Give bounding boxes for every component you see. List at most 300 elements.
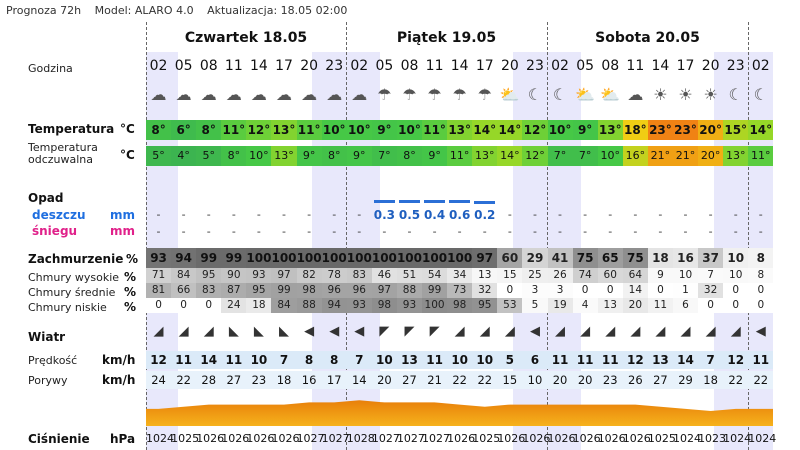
snow-cell: - (256, 225, 261, 238)
speed-label: Prędkość (28, 354, 78, 367)
cloud-total-cell: 100 (271, 248, 296, 268)
cloud-high-cell: 46 (372, 268, 397, 283)
cloud-high-cell: 60 (598, 268, 623, 283)
snow-cell: - (733, 225, 738, 238)
wind-arrow-icon: ◢ (605, 324, 616, 339)
cloud-total-cell: 75 (573, 248, 598, 268)
cloud-mid-cell: 66 (171, 283, 196, 298)
cloud-total-cell: 100 (297, 248, 322, 268)
pressure-label: Ciśnienie (28, 432, 90, 446)
wind-arrow-icon: ◢ (580, 324, 591, 339)
cloud-mid-cell: 98 (297, 283, 322, 298)
hour-cell: 17 (676, 58, 695, 74)
snow-cell: - (658, 225, 663, 238)
cloud-mid-cell: 99 (271, 283, 296, 298)
snow-cell: - (583, 225, 588, 238)
partly-sunny-icon: ⛅ (600, 85, 621, 104)
rain-unit: mm (110, 208, 136, 222)
snow-cell: - (332, 225, 337, 238)
wind-arrow-icon: ◀ (529, 324, 540, 339)
cloud-high-cell: 83 (347, 268, 372, 283)
cloud-total-cell: 100 (347, 248, 372, 268)
hour-cell: 14 (250, 58, 268, 74)
hours-row (146, 56, 773, 76)
hour-cell: 05 (375, 58, 394, 74)
pressure-chart (146, 396, 773, 426)
gust-cell: 20 (548, 371, 573, 389)
rain-cell: - (231, 208, 236, 221)
wind-arrow-icon: ◢ (178, 324, 189, 339)
snow-cell: - (231, 225, 236, 238)
wind-speed-cell: 5 (497, 351, 522, 369)
wind-speed-cell: 7 (271, 351, 296, 369)
hour-cell: 11 (224, 58, 243, 74)
snow-cell: - (558, 225, 563, 238)
cloud-total-cell: 41 (548, 248, 573, 268)
cloud-low-cell: 88 (297, 298, 322, 313)
wind-speed-cell: 14 (673, 351, 698, 369)
rain-bar (449, 200, 470, 203)
rain-cell: - (256, 208, 261, 221)
feels-like-cell: 9° (422, 146, 447, 166)
snow-cell: - (307, 225, 312, 238)
pressure-unit: hPa (110, 432, 136, 446)
hour-cell: 11 (626, 58, 645, 74)
hour-cell: 08 (601, 58, 620, 74)
gust-cell: 16 (297, 371, 322, 389)
cloud-total-cell: 100 (447, 248, 472, 268)
moon-cloud-icon: ☾ (552, 85, 568, 104)
moon-cloud-icon: ☾ (527, 85, 543, 104)
snow-cell: - (758, 225, 763, 238)
cloud-high-cell: 74 (573, 268, 598, 283)
snow-cell: - (457, 225, 462, 238)
rain-cell: - (357, 208, 362, 221)
snow-cell: - (432, 225, 437, 238)
cloud-mid-cell: 81 (146, 283, 171, 298)
temperature-cell: 12° (522, 120, 547, 140)
wind-arrow-icon: ◤ (429, 324, 440, 339)
wind-speed-cell: 6 (522, 351, 547, 369)
model-name: Model: ALARO 4.0 (94, 4, 194, 17)
pressure-cell: 1024 (146, 432, 174, 445)
snow-cell: - (156, 225, 161, 238)
feels-like-cell: 13° (472, 146, 497, 166)
cloud-high-cell: 25 (522, 268, 547, 283)
cloud-total-cell: 10 (723, 248, 748, 268)
wind-arrow-icon: ◣ (253, 324, 264, 339)
hour-cell: 20 (500, 58, 519, 74)
gust-cell: 23 (246, 371, 271, 389)
clouds-low-label: Chmury niskie (28, 301, 107, 314)
gust-cell: 28 (196, 371, 221, 389)
gust-cell: 20 (372, 371, 397, 389)
weather-icons-row (146, 84, 773, 104)
wind-arrow-icon: ◢ (479, 324, 490, 339)
pressure-cell: 1025 (647, 432, 676, 445)
rain-cell: - (156, 208, 161, 221)
wind-speed-cell: 11 (748, 351, 773, 369)
cloud-low-cell: 0 (196, 298, 221, 313)
feels-like-unit: °C (120, 148, 135, 162)
rain-bar (374, 200, 395, 203)
forecast-range: Prognoza 72h (6, 4, 82, 17)
temperature-cell: 14° (748, 120, 773, 140)
pressure-cell: 1025 (472, 432, 501, 445)
cloud-low-cell: 0 (748, 298, 773, 313)
wind-arrow-icon: ◢ (555, 324, 566, 339)
temperature-cell: 13° (598, 120, 623, 140)
cloud-total-cell: 16 (673, 248, 698, 268)
hour-cell: 17 (475, 58, 494, 74)
sun-cloud-icon: ☀ (653, 85, 668, 104)
cloudy-icon: ☁ (301, 85, 318, 104)
cloud-high-cell: 90 (221, 268, 246, 283)
cloud-high-cell: 84 (171, 268, 196, 283)
cloud-high-cell: 34 (447, 268, 472, 283)
rain-cloud-icon: ☂ (477, 85, 492, 104)
rain-cloud-icon: ☂ (427, 85, 442, 104)
snow-cell: - (181, 225, 186, 238)
day-header-friday: Piątek 19.05 (396, 30, 497, 46)
wind-arrow-icon: ◢ (153, 324, 164, 339)
gust-cell: 26 (623, 371, 648, 389)
pressure-cell: 1025 (171, 432, 200, 445)
gust-cell: 23 (598, 371, 623, 389)
wind-arrow-icon: ◢ (504, 324, 515, 339)
rain-cell: - (532, 208, 537, 221)
feels-like-cell: 8° (397, 146, 422, 166)
cloud-low-cell: 98 (447, 298, 472, 313)
wind-speed-cell: 13 (397, 351, 422, 369)
cloud-mid-cell: 0 (648, 283, 673, 298)
pressure-cell: 1026 (221, 432, 250, 445)
snow-row (146, 222, 773, 242)
pressure-cell: 1027 (422, 432, 451, 445)
temperature-cell: 13° (271, 120, 296, 140)
gust-cell: 21 (422, 371, 447, 389)
cloud-total-cell: 60 (497, 248, 522, 268)
feels-like-cell: 10° (246, 146, 271, 166)
wind-speed-cell: 11 (171, 351, 196, 369)
cloud-mid-cell: 99 (422, 283, 447, 298)
day-header-saturday: Sobota 20.05 (595, 30, 700, 46)
wind-speed-cell: 13 (648, 351, 673, 369)
cloud-total-cell: 29 (522, 248, 547, 268)
clouds-mid-label: Chmury średnie (28, 286, 116, 299)
cloud-total-cell: 75 (623, 248, 648, 268)
wind-speed-cell: 12 (146, 351, 171, 369)
hour-cell: 23 (526, 58, 544, 74)
cloud-low-cell: 98 (372, 298, 397, 313)
snow-cell: - (683, 225, 688, 238)
feels-like-cell: 13° (723, 146, 748, 166)
rain-cell: 0.5 (398, 208, 421, 222)
hour-cell: 17 (275, 58, 293, 74)
rain-cell: - (633, 208, 638, 221)
cloud-high-cell: 26 (548, 268, 573, 283)
cloud-high-cell: 95 (196, 268, 221, 283)
wind-arrow-icon: ◢ (630, 324, 641, 339)
temperature-cell: 20° (698, 120, 723, 140)
snow-cell: - (633, 225, 638, 238)
clouds-high-row (146, 268, 773, 283)
pressure-cell: 1028 (346, 432, 375, 445)
cloud-low-cell: 0 (698, 298, 723, 313)
rain-bar (399, 200, 420, 203)
cloud-mid-cell: 0 (748, 283, 773, 298)
temperature-cell: 8° (196, 120, 221, 140)
cloud-mid-cell: 0 (573, 283, 598, 298)
pressure-cell: 1024 (723, 432, 752, 445)
feels-like-cell: 5° (196, 146, 221, 166)
cloud-high-cell: 78 (322, 268, 347, 283)
sun-cloud-icon: ☀ (678, 85, 693, 104)
hour-cell: 11 (425, 58, 444, 74)
wind-speed-cell: 7 (698, 351, 723, 369)
rain-bar (474, 201, 495, 204)
cloud-low-cell: 0 (146, 298, 171, 313)
gust-cell: 14 (347, 371, 372, 389)
cloud-low-cell: 53 (497, 298, 522, 313)
speed-unit: km/h (102, 353, 136, 367)
feels-like-cell: 13° (271, 146, 296, 166)
wind-speed-cell: 10 (447, 351, 472, 369)
cloud-total-cell: 100 (246, 248, 271, 268)
cloud-low-cell: 13 (598, 298, 623, 313)
wind-arrow-icon: ◤ (379, 324, 390, 339)
cloud-total-cell: 37 (698, 248, 723, 268)
gust-cell: 18 (271, 371, 296, 389)
cloud-total-cell: 100 (397, 248, 422, 268)
cloud-low-cell: 18 (246, 298, 271, 313)
cloud-low-cell: 20 (623, 298, 648, 313)
cloud-high-cell: 7 (698, 268, 723, 283)
wind-arrow-icon: ◢ (655, 324, 666, 339)
hour-cell: 05 (174, 58, 193, 74)
feels-like-cell: 5° (146, 146, 171, 166)
clouds-low-unit: % (124, 300, 137, 314)
cloud-low-cell: 24 (221, 298, 246, 313)
wind-speed-cell: 10 (372, 351, 397, 369)
hour-cell: 14 (651, 58, 670, 74)
rain-bar (424, 200, 445, 203)
wind-speed-cell: 11 (221, 351, 246, 369)
feels-like-cell: 10° (598, 146, 623, 166)
feels-like-cell: 7° (372, 146, 397, 166)
cloud-total-cell: 100 (372, 248, 397, 268)
gust-cell: 22 (447, 371, 472, 389)
snow-label: śniegu (32, 224, 78, 238)
rain-cell: - (206, 208, 211, 221)
clouds-label: Zachmurzenie (28, 252, 124, 266)
feels-like-cell: 7° (573, 146, 598, 166)
clouds-unit: % (126, 252, 139, 266)
gusts-label: Porywy (28, 374, 68, 387)
pressure-row (146, 430, 777, 448)
cloud-mid-cell: 3 (522, 283, 547, 298)
pressure-cell: 1024 (672, 432, 701, 445)
cloudy-icon: ☁ (627, 85, 644, 104)
temperature-row (146, 120, 773, 140)
gust-cell: 22 (723, 371, 748, 389)
cloud-low-cell: 100 (422, 298, 447, 313)
cloud-total-cell: 99 (221, 248, 246, 268)
snow-cell: - (407, 225, 412, 238)
gusts-unit: km/h (102, 373, 136, 387)
temperature-cell: 23° (648, 120, 673, 140)
rain-cell: - (608, 208, 613, 221)
snow-cell: - (507, 225, 512, 238)
pressure-cell: 1026 (622, 432, 651, 445)
moon-icon: ☾ (753, 85, 768, 104)
gust-cell: 10 (522, 371, 547, 389)
hour-cell: 05 (576, 58, 595, 74)
cloud-high-cell: 8 (748, 268, 773, 283)
gust-cell: 22 (171, 371, 196, 389)
cloud-mid-cell: 73 (447, 283, 472, 298)
rain-cloud-icon: ☂ (402, 85, 417, 104)
temperature-cell: 11° (422, 120, 447, 140)
wind-arrow-icon: ◀ (304, 324, 315, 339)
feels-like-cell: 8° (221, 146, 246, 166)
rain-cell: - (658, 208, 663, 221)
feels-like-cell: 9° (297, 146, 322, 166)
hour-cell: 20 (300, 58, 319, 74)
temperature-cell: 18° (623, 120, 648, 140)
temperature-cell: 10° (347, 120, 372, 140)
cloud-low-cell: 93 (347, 298, 372, 313)
pressure-cell: 1026 (196, 432, 225, 445)
cloud-low-cell: 19 (548, 298, 573, 313)
cloud-mid-cell: 96 (347, 283, 372, 298)
temperature-label: Temperatura (28, 122, 115, 136)
feels-like-cell: 11° (748, 146, 773, 166)
cloud-mid-cell: 95 (246, 283, 271, 298)
rain-cell: - (558, 208, 563, 221)
feels-like-cell: 11° (447, 146, 472, 166)
cloudy-icon: ☁ (326, 85, 343, 104)
cloud-mid-cell: 1 (673, 283, 698, 298)
temperature-cell: 14° (472, 120, 497, 140)
feels-like-row (146, 146, 773, 166)
cloud-high-cell: 10 (723, 268, 748, 283)
cloud-mid-cell: 83 (196, 283, 221, 298)
feels-like-label: Temperatura odczuwalna (28, 141, 98, 166)
hour-label: Godzina (28, 62, 73, 75)
cloud-mid-cell: 14 (623, 283, 648, 298)
temperature-cell: 10° (548, 120, 573, 140)
pressure-cell: 1026 (447, 432, 476, 445)
feels-like-cell: 14° (497, 146, 522, 166)
cloud-mid-cell: 0 (497, 283, 522, 298)
sun-cloud-icon: ☀ (703, 85, 718, 104)
gust-cell: 24 (146, 371, 171, 389)
cloud-low-cell: 4 (573, 298, 598, 313)
snow-cell: - (708, 225, 713, 238)
wind-speed-cell: 10 (246, 351, 271, 369)
cloudy-icon: ☁ (225, 85, 242, 104)
wind-speed-cell: 14 (196, 351, 221, 369)
wind-speed-cell: 12 (723, 351, 748, 369)
cloud-low-cell: 0 (723, 298, 748, 313)
cloud-low-cell: 11 (648, 298, 673, 313)
temperature-cell: 10° (322, 120, 347, 140)
cloud-high-cell: 93 (246, 268, 271, 283)
hour-cell: 20 (701, 58, 720, 74)
cloud-high-cell: 71 (146, 268, 171, 283)
rain-cell: - (733, 208, 738, 221)
partly-sunny-icon: ⛅ (575, 85, 596, 104)
pressure-cell: 1026 (597, 432, 626, 445)
cloud-low-cell: 6 (673, 298, 698, 313)
temperature-cell: 11° (221, 120, 246, 140)
rain-cell: 0.4 (423, 208, 446, 222)
snow-cell: - (532, 225, 537, 238)
gust-cell: 27 (397, 371, 422, 389)
partly-sunny-icon: ⛅ (499, 85, 520, 104)
feels-like-cell: 12° (522, 146, 547, 166)
temperature-cell: 11° (297, 120, 322, 140)
feels-like-cell: 16° (623, 146, 648, 166)
gust-cell: 27 (221, 371, 246, 389)
cloud-mid-cell: 87 (221, 283, 246, 298)
clouds-total-row (146, 248, 773, 268)
hour-cell: 08 (400, 58, 419, 74)
cloud-total-cell: 100 (322, 248, 347, 268)
cloud-low-cell: 84 (271, 298, 296, 313)
rain-cloud-icon: ☂ (377, 85, 392, 104)
snow-cell: - (357, 225, 362, 238)
cloud-total-cell: 18 (648, 248, 673, 268)
pressure-area (146, 400, 773, 426)
clouds-high-unit: % (124, 270, 137, 284)
wind-arrow-icon: ◢ (730, 324, 741, 339)
rain-cell: 0.6 (449, 208, 471, 222)
rain-cell: - (708, 208, 713, 221)
pressure-cell: 1027 (396, 432, 425, 445)
rain-cell: - (507, 208, 512, 221)
cloud-high-cell: 13 (472, 268, 497, 283)
rain-cell: - (332, 208, 337, 221)
pressure-cell: 1024 (748, 432, 777, 445)
wind-speed-cell: 12 (623, 351, 648, 369)
cloud-mid-cell: 88 (397, 283, 422, 298)
rain-cell: - (307, 208, 312, 221)
pressure-cell: 1026 (246, 432, 275, 445)
cloud-low-cell: 93 (397, 298, 422, 313)
rain-cell: 0.2 (474, 208, 496, 222)
snow-unit: mm (110, 224, 136, 238)
update-time: Aktualizacja: 18.05 02:00 (207, 4, 348, 17)
wind-speed-cell: 8 (322, 351, 347, 369)
day-header-thursday: Czwartek 18.05 (184, 30, 308, 46)
wind-speed-cell: 11 (573, 351, 598, 369)
wind-arrow-icon: ◤ (404, 324, 415, 339)
temperature-unit: °C (120, 122, 135, 136)
rain-label: deszczu (32, 208, 86, 222)
temperature-cell: 6° (171, 120, 196, 140)
temperature-cell: 9° (573, 120, 598, 140)
gust-cell: 29 (673, 371, 698, 389)
feels-like-cell: 21° (673, 146, 698, 166)
cloudy-icon: ☁ (175, 85, 192, 104)
hour-cell: 02 (350, 58, 369, 74)
clouds-low-row (146, 298, 773, 313)
cloud-total-cell: 94 (171, 248, 196, 268)
cloud-mid-cell: 96 (322, 283, 347, 298)
temperature-cell: 14° (497, 120, 522, 140)
